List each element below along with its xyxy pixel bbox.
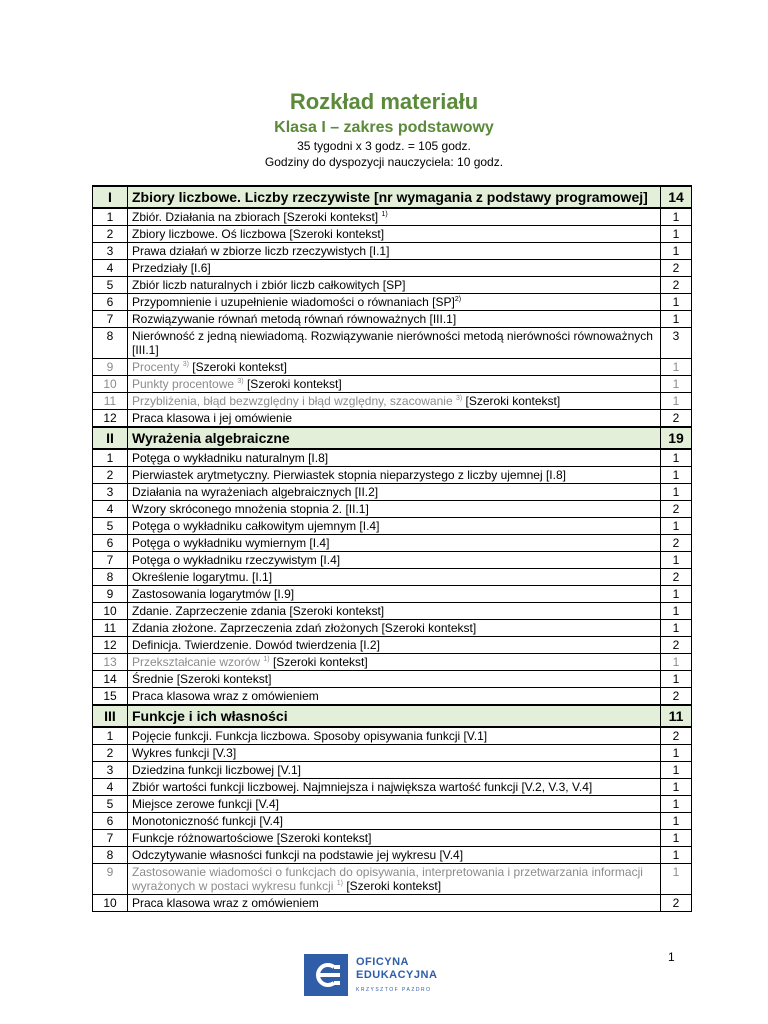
topic-text: Przekształcanie wzorów: [132, 655, 264, 669]
topic-hours: 2: [661, 410, 692, 428]
topic-row: [93, 208, 692, 226]
topic-text: Miejsce zerowe funkcji [V.4]: [132, 797, 279, 811]
topic-title: [128, 501, 661, 518]
topic-title: [128, 449, 661, 467]
page-number: 1: [668, 950, 675, 964]
topic-text: Nierówność z jedną niewiadomą. Rozwiązywanie nierówności metodą nierówności równoważnych [III.1]: [132, 329, 653, 357]
topic-hours: 1: [661, 294, 692, 311]
topic-text: Zastosowania logarytmów [I.9]: [132, 587, 295, 601]
topic-row: [93, 762, 692, 779]
topic-context: [Szeroki kontekst]: [269, 655, 368, 669]
topic-text: Praca klasowa wraz z omówieniem: [132, 689, 319, 703]
topic-text: Określenie logarytmu. [I.1]: [132, 570, 273, 584]
topic-number: 6: [93, 535, 128, 552]
topic-row: [93, 671, 692, 688]
topic-title: [128, 745, 661, 762]
footnote-marker: 3): [455, 395, 463, 402]
topic-row: [93, 779, 692, 796]
topic-title: [128, 226, 661, 243]
topic-title: [128, 762, 661, 779]
topic-number: 6: [93, 294, 128, 311]
section-number: I: [93, 186, 128, 208]
topic-number: 7: [93, 311, 128, 328]
topic-title: [128, 294, 661, 311]
topic-row: [93, 311, 692, 328]
topic-row: [93, 467, 692, 484]
topic-title: [128, 260, 661, 277]
topic-hours: 1: [661, 671, 692, 688]
topic-hours: 2: [661, 895, 692, 912]
topic-hours: 2: [661, 569, 692, 586]
topic-text: Potęga o wykładniku naturalnym [I.8]: [132, 451, 329, 465]
publisher-logo: [304, 954, 454, 998]
topic-hours: 1: [661, 762, 692, 779]
topic-hours: 1: [661, 208, 692, 226]
topic-row: [93, 535, 692, 552]
topic-text: Punkty procentowe: [132, 377, 238, 391]
topic-row: [93, 376, 692, 393]
topic-text: Potęga o wykładniku wymiernym [I.4]: [132, 536, 330, 550]
topic-number: 1: [93, 449, 128, 467]
topic-text: Przypomnienie i uzupełnienie wiadomości o równaniach [SP]: [132, 295, 455, 309]
topic-title: [128, 620, 661, 637]
topic-number: 10: [93, 603, 128, 620]
topic-text: Odczytywanie własności funkcji na podstawie jej wykresu [V.4]: [132, 848, 464, 862]
topic-hours: 2: [661, 688, 692, 706]
footnote-marker: 1): [381, 211, 388, 218]
topic-title: [128, 359, 661, 376]
topic-text: Praca klasowa i jej omówienie: [132, 411, 293, 425]
section-title: Funkcje i ich własności: [128, 705, 661, 727]
topic-hours: 1: [661, 518, 692, 535]
topic-text: Zbiór. Działania na zbiorach [Szeroki kontekst]: [132, 210, 382, 224]
topic-hours: 1: [661, 484, 692, 501]
topic-text: Pojęcie funkcji. Funkcja liczbowa. Sposoby opisywania funkcji [V.1]: [132, 729, 488, 743]
topic-hours: 1: [661, 847, 692, 864]
topic-title: [128, 779, 661, 796]
topic-row: [93, 359, 692, 376]
topic-context: [Szeroki kontekst]: [342, 879, 442, 893]
topic-text: Zdania złożone. Zaprzeczenia zdań złożonych [Szeroki kontekst]: [132, 621, 477, 635]
topic-number: 12: [93, 637, 128, 654]
topic-hours: 2: [661, 501, 692, 518]
topic-hours: 1: [661, 830, 692, 847]
section-number: II: [93, 427, 128, 449]
topic-number: 10: [93, 895, 128, 912]
topic-text: Pierwiastek arytmetyczny. Pierwiastek stopnia nieparzystego z liczby ujemnej [I.8]: [132, 468, 566, 482]
topic-number: 5: [93, 796, 128, 813]
topic-title: [128, 586, 661, 603]
topic-text: Wykres funkcji [V.3]: [132, 746, 237, 760]
topic-text: Potęga o wykładniku całkowitym ujemnym [I.4]: [132, 519, 380, 533]
topic-text: Średnie [Szeroki kontekst]: [132, 672, 272, 686]
topic-text: Monotoniczność funkcji [V.4]: [132, 814, 283, 828]
footnote-marker: 1): [263, 656, 270, 663]
topic-hours: 2: [661, 277, 692, 294]
section-number: III: [93, 705, 128, 727]
document-title: Rozkład materiału: [289, 89, 479, 114]
topic-number: 4: [93, 260, 128, 277]
topic-text: Funkcje różnowartościowe [Szeroki kontekst]: [132, 831, 372, 845]
topic-row: [93, 501, 692, 518]
topic-number: 4: [93, 501, 128, 518]
topic-text: Prawa działań w zbiorze liczb rzeczywistych [I.1]: [132, 244, 390, 258]
topic-number: 2: [93, 226, 128, 243]
topic-number: 1: [93, 727, 128, 745]
topic-title: [128, 376, 661, 393]
topic-hours: 1: [661, 586, 692, 603]
topic-row: [93, 895, 692, 912]
topic-title: [128, 552, 661, 569]
section-header-row: [93, 705, 692, 727]
topic-title: [128, 535, 661, 552]
topic-title: [128, 830, 661, 847]
topic-number: 8: [93, 847, 128, 864]
topic-hours: 2: [661, 535, 692, 552]
topic-hours: 3: [661, 328, 692, 359]
topic-number: 5: [93, 277, 128, 294]
topic-row: [93, 864, 692, 895]
topic-row: [93, 745, 692, 762]
topic-title: [128, 208, 661, 226]
topic-hours: 1: [661, 552, 692, 569]
topic-row: [93, 620, 692, 637]
topic-context: [Szeroki kontekst]: [243, 377, 342, 391]
topic-number: 10: [93, 376, 128, 393]
topic-title: [128, 813, 661, 830]
topic-row: [93, 243, 692, 260]
topic-row: [93, 552, 692, 569]
footnote-marker: 3): [182, 361, 189, 368]
topic-number: 1: [93, 208, 128, 226]
logo-line-2: EDUKACYJNA: [356, 969, 438, 981]
footnote-marker: 2): [454, 296, 462, 303]
topic-hours: 2: [661, 637, 692, 654]
topic-context: [Szeroki kontekst]: [462, 394, 561, 408]
section-hours: 19: [661, 427, 692, 449]
topic-hours: 1: [661, 393, 692, 410]
topic-text: Zbiór wartości funkcji liczbowej. Najmniejsza i największa wartość funkcji [V.2, V.3, V.4]: [132, 780, 593, 794]
section-hours: 11: [661, 705, 692, 727]
section-title: Wyrażenia algebraiczne: [128, 427, 661, 449]
topic-title: [128, 569, 661, 586]
topic-hours: 1: [661, 376, 692, 393]
topic-hours: 1: [661, 620, 692, 637]
section-header-row: [93, 186, 692, 208]
topic-title: [128, 847, 661, 864]
topic-row: [93, 727, 692, 745]
topic-number: 3: [93, 484, 128, 501]
teacher-hours-info: Godziny do dyspozycji nauczyciela: 10 godz.: [264, 155, 504, 169]
topic-number: 11: [93, 620, 128, 637]
topic-row: [93, 796, 692, 813]
topic-number: 7: [93, 830, 128, 847]
topic-text: Przedziały [I.6]: [132, 261, 211, 275]
topic-text: Rozwiązywanie równań metodą równań równoważnych [III.1]: [132, 312, 457, 326]
topic-row: [93, 569, 692, 586]
topic-number: 12: [93, 410, 128, 428]
publisher-logo-icon: [304, 954, 348, 996]
topic-hours: 1: [661, 449, 692, 467]
topic-title: [128, 467, 661, 484]
topic-hours: 1: [661, 311, 692, 328]
topic-title: [128, 727, 661, 745]
document-subtitle: Klasa I – zakres podstawowy: [274, 119, 494, 136]
topic-hours: 1: [661, 243, 692, 260]
logo-line-1: OFICYNA: [356, 956, 409, 968]
topic-row: [93, 654, 692, 671]
topic-number: 4: [93, 779, 128, 796]
section-header-row: [93, 427, 692, 449]
topic-title: [128, 243, 661, 260]
topic-text: Zastosowanie wiadomości o funkcjach do opisywania, interpretowania i przetwarzania informacji wyrażonych w postaci wykresu funkcji: [132, 865, 643, 893]
topic-title: [128, 484, 661, 501]
topic-number: 6: [93, 813, 128, 830]
topic-title: [128, 688, 661, 706]
topic-row: [93, 603, 692, 620]
topic-text: Potęga o wykładniku rzeczywistym [I.4]: [132, 553, 341, 567]
logo-line-3: KRZYSZTOF PAZDRO: [356, 987, 432, 993]
topic-row: [93, 449, 692, 467]
topic-title: [128, 410, 661, 428]
topic-row: [93, 847, 692, 864]
topic-hours: 1: [661, 796, 692, 813]
topic-number: 14: [93, 671, 128, 688]
topic-row: [93, 586, 692, 603]
topic-row: [93, 484, 692, 501]
topic-number: 9: [93, 586, 128, 603]
topic-row: [93, 328, 692, 359]
topic-title: [128, 796, 661, 813]
topic-text: Przybliżenia, błąd bezwzględny i błąd względny, szacowanie: [132, 394, 456, 408]
topic-hours: 2: [661, 727, 692, 745]
topic-hours: 1: [661, 226, 692, 243]
topic-text: Wzory skróconego mnożenia stopnia 2. [II.1]: [132, 502, 369, 516]
topic-hours: 1: [661, 603, 692, 620]
topic-hours: 1: [661, 779, 692, 796]
topic-row: [93, 294, 692, 311]
topic-context: [Szeroki kontekst]: [188, 360, 287, 374]
topic-number: 11: [93, 393, 128, 410]
topic-number: 13: [93, 654, 128, 671]
topic-number: 3: [93, 762, 128, 779]
weeks-info: 35 tygodni x 3 godz. = 105 godz.: [297, 139, 471, 153]
topic-title: [128, 328, 661, 359]
curriculum-table: [92, 185, 692, 912]
section-hours: 14: [661, 186, 692, 208]
topic-row: [93, 830, 692, 847]
topic-title: [128, 393, 661, 410]
topic-title: [128, 637, 661, 654]
topic-number: 9: [93, 864, 128, 895]
topic-text: Procenty: [132, 360, 183, 374]
topic-number: 5: [93, 518, 128, 535]
topic-title: [128, 518, 661, 535]
topic-title: [128, 864, 661, 895]
topic-row: [93, 260, 692, 277]
topic-hours: 1: [661, 745, 692, 762]
topic-hours: 1: [661, 654, 692, 671]
topic-hours: 1: [661, 813, 692, 830]
topic-number: 8: [93, 328, 128, 359]
topic-hours: 2: [661, 260, 692, 277]
topic-number: 2: [93, 467, 128, 484]
topic-hours: 1: [661, 467, 692, 484]
topic-number: 3: [93, 243, 128, 260]
topic-row: [93, 688, 692, 706]
topic-text: Zdanie. Zaprzeczenie zdania [Szeroki kontekst]: [132, 604, 385, 618]
topic-text: Zbiór liczb naturalnych i zbiór liczb całkowitych [SP]: [132, 278, 406, 292]
topic-title: [128, 277, 661, 294]
topic-number: 15: [93, 688, 128, 706]
topic-row: [93, 518, 692, 535]
topic-number: 9: [93, 359, 128, 376]
topic-text: Działania na wyrażeniach algebraicznych [II.2]: [132, 485, 379, 499]
topic-title: [128, 311, 661, 328]
topic-number: 8: [93, 569, 128, 586]
topic-row: [93, 813, 692, 830]
topic-number: 7: [93, 552, 128, 569]
topic-row: [93, 637, 692, 654]
topic-text: Definicja. Twierdzenie. Dowód twierdzenia [I.2]: [132, 638, 380, 652]
topic-text: Praca klasowa wraz z omówieniem: [132, 896, 319, 910]
topic-title: [128, 671, 661, 688]
section-title: Zbiory liczbowe. Liczby rzeczywiste [nr wymagania z podstawy programowej]: [128, 186, 661, 208]
topic-hours: 1: [661, 359, 692, 376]
topic-text: Zbiory liczbowe. Oś liczbowa [Szeroki kontekst]: [132, 227, 385, 241]
document-header: [0, 88, 768, 170]
topic-number: 2: [93, 745, 128, 762]
topic-title: [128, 895, 661, 912]
topic-row: [93, 277, 692, 294]
topic-row: [93, 410, 692, 428]
topic-row: [93, 393, 692, 410]
topic-row: [93, 226, 692, 243]
topic-text: Dziedzina funkcji liczbowej [V.1]: [132, 763, 301, 777]
footnote-marker: 3): [237, 378, 244, 385]
footnote-marker: 1): [336, 880, 343, 887]
topic-title: [128, 654, 661, 671]
topic-title: [128, 603, 661, 620]
topic-hours: 1: [661, 864, 692, 895]
